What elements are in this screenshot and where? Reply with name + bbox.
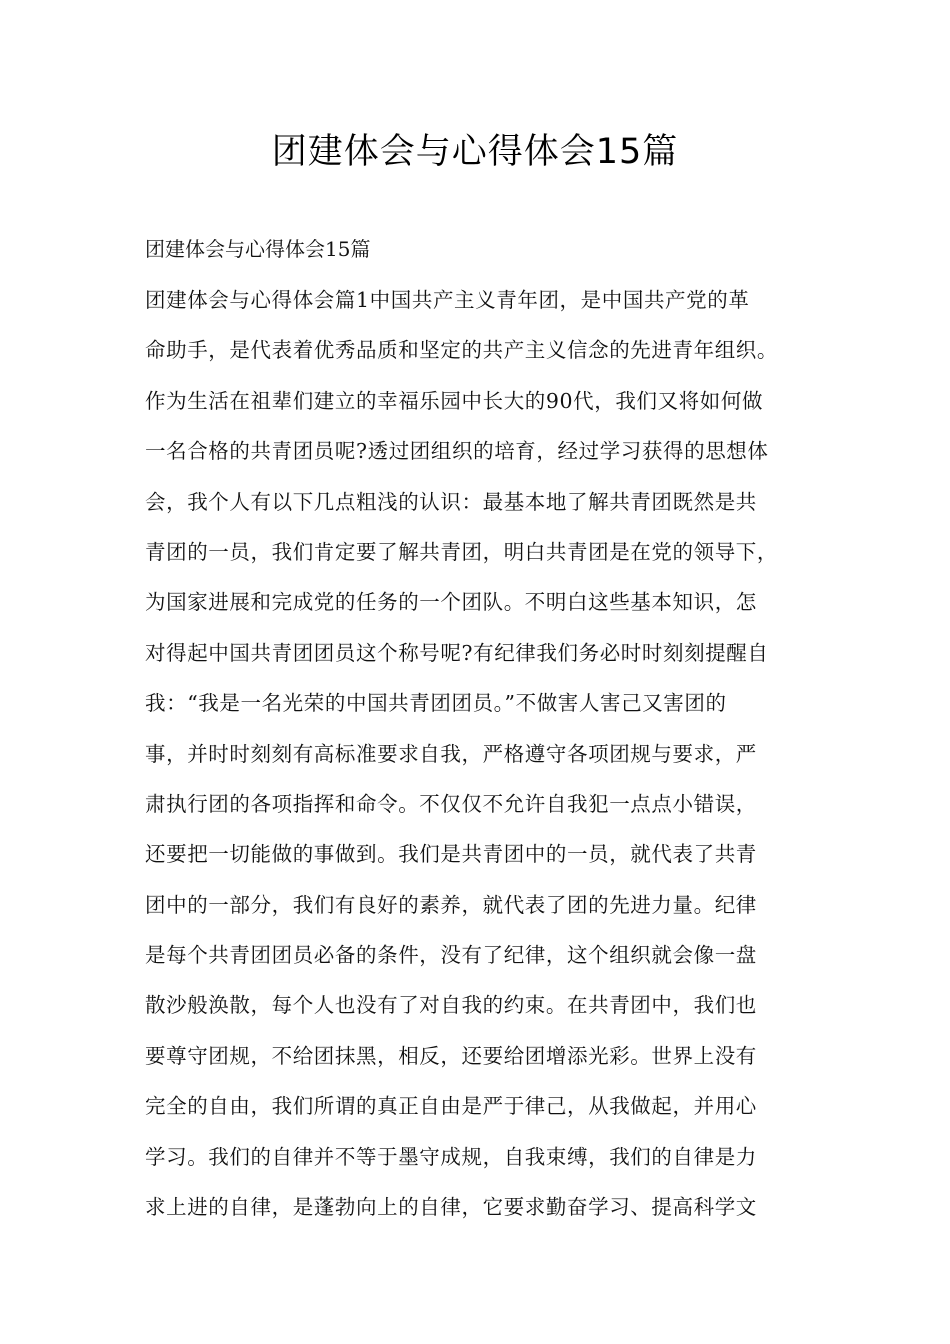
body-line: 团中的一部分，我们有良好的素养，就代表了团的先进力量。纪律 — [145, 892, 757, 917]
body-line: 为国家进展和完成党的任务的一个团队。不明白这些基本知识，怎 — [145, 590, 757, 615]
body-line: 作为生活在祖辈们建立的幸福乐园中长大的90代，我们又将如何做 — [145, 388, 764, 413]
body-line: 是每个共青团团员必备的条件，没有了纪律，这个组织就会像一盘 — [145, 943, 757, 968]
document-subtitle: 团建体会与心得体会15篇 — [145, 237, 371, 261]
body-line: 要尊守团规，不给团抹黑，相反，还要给团增添光彩。世界上没有 — [145, 1043, 757, 1068]
body-line: 求上进的自律，是蓬勃向上的自律，它要求勤奋学习、提高科学文 — [145, 1195, 757, 1220]
document-title: 团建体会与心得体会15篇 — [271, 132, 679, 172]
body-line: 学习。我们的自律并不等于墨守成规，自我束缚，我们的自律是力 — [145, 1144, 757, 1169]
body-line: 对得起中国共青团团员这个称号呢?有纪律我们务必时时刻刻提醒自 — [145, 640, 769, 665]
body-line: 肃执行团的各项指挥和命令。不仅仅不允许自我犯一点点小错误， — [145, 791, 757, 816]
body-paragraph — [145, 283, 825, 1240]
body-line: 一名合格的共青团员呢?透过团组织的培育，经过学习获得的思想体 — [145, 439, 769, 464]
body-line: 散沙般涣散，每个人也没有了对自我的约束。在共青团中，我们也 — [145, 993, 757, 1018]
body-line: 事，并时时刻刻有高标准要求自我，严格遵守各项团规与要求，严 — [145, 741, 757, 766]
body-line: 会，我个人有以下几点粗浅的认识：最基本地了解共青团既然是共 — [145, 489, 757, 514]
body-line: 青团的一员，我们肯定要了解共青团，明白共青团是在党的领导下， — [145, 539, 778, 564]
body-line: 完全的自由，我们所谓的真正自由是严于律己，从我做起，并用心 — [145, 1094, 757, 1119]
body-line: 还要把一切能做的事做到。我们是共青团中的一员，就代表了共青 — [145, 842, 757, 867]
body-line: 我：“我是一名光荣的中国共青团团员。”不做害人害己又害团的 — [145, 691, 727, 716]
body-line: 团建体会与心得体会篇1中国共产主义青年团，是中国共产党的革 — [145, 288, 750, 312]
body-line: 命助手，是代表着优秀品质和坚定的共产主义信念的先进青年组织。 — [145, 338, 778, 363]
